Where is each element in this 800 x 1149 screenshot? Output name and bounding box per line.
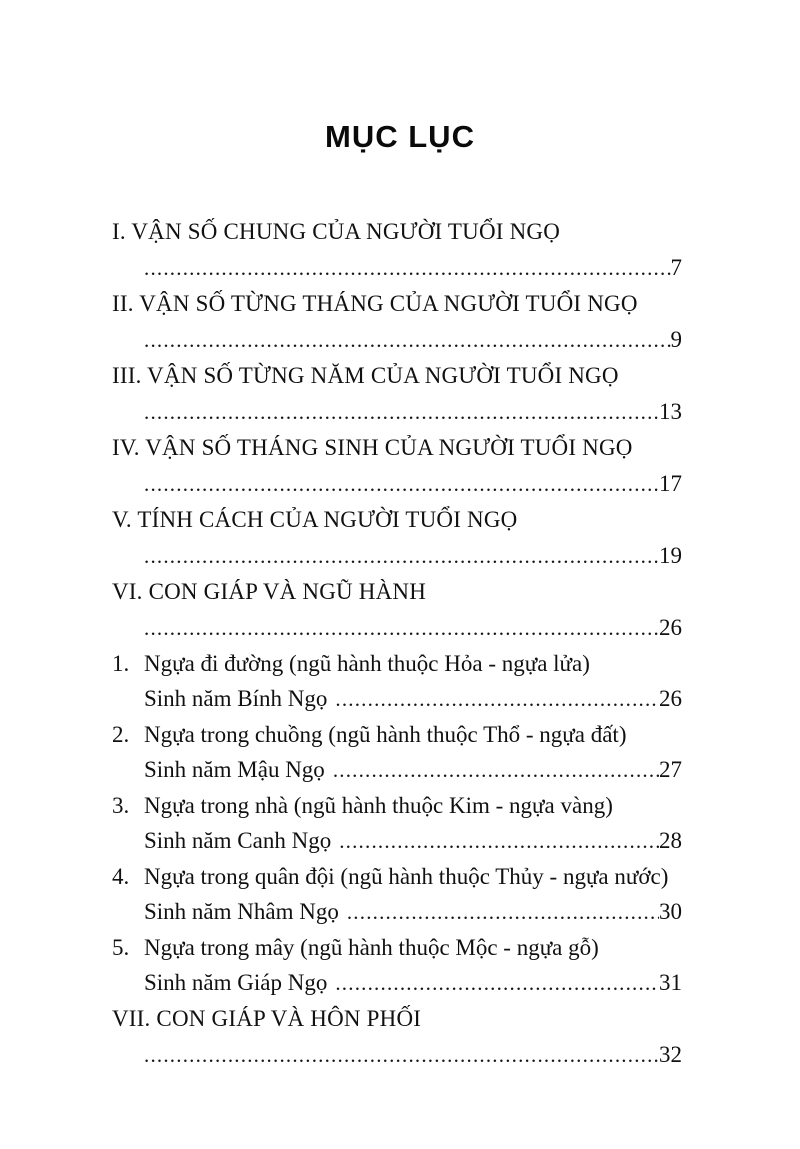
toc-list (0, 156, 800, 1073)
toc-section-title: I. VẬN SỐ CHUNG CỦA NGƯỜI TUỔI NGỌ (112, 219, 561, 244)
toc-subitem-label: Sinh năm Giáp Ngọ (144, 970, 328, 995)
toc-page-number: 26 (659, 615, 682, 640)
toc-page-number: 30 (659, 899, 682, 924)
toc-page-number: 13 (659, 399, 682, 424)
toc-subitem-title-row (112, 859, 682, 894)
toc-subitem-1 (112, 646, 682, 717)
toc-subitem-leader-row (112, 752, 682, 788)
toc-section-title: V. TÍNH CÁCH CỦA NGƯỜI TUỔI NGỌ (112, 507, 518, 532)
toc-section-title: IV. VẬN SỐ THÁNG SINH CỦA NGƯỜI TUỔI NGỌ (112, 435, 633, 460)
toc-subitem-text: Ngựa đi đường (ngũ hành thuộc Hỏa - ngựa lửa) (144, 651, 590, 676)
dot-leader (339, 824, 659, 859)
toc-leader-row (112, 1037, 682, 1073)
page-title: MỤC LỤC (325, 119, 475, 154)
toc-subitem-leader-row (112, 965, 682, 1001)
dot-leader (144, 250, 671, 286)
toc-leader-row (112, 538, 682, 574)
toc-section-title: VII. CON GIÁP VÀ HÔN PHỐI (112, 1006, 422, 1031)
toc-subitem-text: Ngựa trong quân đội (ngũ hành thuộc Thủy - ngựa nước) (144, 864, 669, 889)
toc-subitem-leader-row (112, 894, 682, 930)
toc-subitem-number: 5. (112, 935, 130, 960)
toc-section-4 (112, 430, 682, 502)
dot-leader (144, 394, 659, 430)
toc-subitem-2 (112, 717, 682, 788)
toc-page-number: 7 (670, 255, 682, 280)
dot-leader (144, 538, 659, 574)
dot-leader (144, 1037, 659, 1073)
toc-subitem-label: Sinh năm Nhâm Ngọ (144, 899, 339, 924)
toc-section-title: III. VẬN SỐ TỪNG NĂM CỦA NGƯỜI TUỔI NGỌ (112, 363, 619, 388)
dot-leader (144, 466, 659, 502)
toc-page-number: 26 (659, 686, 682, 711)
toc-subitem-number: 2. (112, 722, 130, 747)
toc-section-title: II. VẬN SỐ TỪNG THÁNG CỦA NGƯỜI TUỔI NGỌ (112, 291, 638, 316)
toc-page-number: 27 (659, 757, 682, 782)
toc-subitem-text: Ngựa trong mây (ngũ hành thuộc Mộc - ngựa gỗ) (144, 935, 599, 960)
toc-subitem-number: 1. (112, 651, 130, 676)
dot-leader (144, 610, 659, 646)
toc-leader-row (112, 466, 682, 502)
dot-leader (144, 322, 671, 358)
toc-page-number: 31 (659, 970, 682, 995)
toc-leader-row (112, 322, 682, 358)
toc-subitem-leader-row (112, 823, 682, 859)
toc-page-number: 9 (670, 327, 682, 352)
dot-leader (335, 966, 659, 1001)
toc-subitem-title-row (112, 717, 682, 752)
toc-subitem-label: Sinh năm Mậu Ngọ (144, 757, 325, 782)
toc-section-2 (112, 286, 682, 358)
toc-page-number: 32 (659, 1042, 682, 1067)
toc-subitem-text: Ngựa trong chuồng (ngũ hành thuộc Thổ - ngựa đất) (144, 722, 627, 747)
toc-page-number: 17 (659, 471, 682, 496)
toc-subitem-number: 3. (112, 793, 130, 818)
toc-section-title: VI. CON GIÁP VÀ NGŨ HÀNH (112, 579, 427, 604)
dot-leader (335, 682, 659, 717)
toc-subitem-text: Ngựa trong nhà (ngũ hành thuộc Kim - ngựa vàng) (144, 793, 613, 818)
toc-section-1 (112, 214, 682, 286)
toc-section-3 (112, 358, 682, 430)
toc-subitem-5 (112, 930, 682, 1001)
toc-subitem-title-row (112, 930, 682, 965)
toc-leader-row (112, 250, 682, 286)
toc-subitem-label: Sinh năm Bính Ngọ (144, 686, 328, 711)
toc-section-5 (112, 502, 682, 574)
dot-leader (347, 895, 659, 930)
toc-section-6 (112, 574, 682, 646)
toc-subitem-title-row (112, 788, 682, 823)
dot-leader (333, 753, 659, 788)
toc-page-number: 19 (659, 543, 682, 568)
toc-subitem-3 (112, 788, 682, 859)
toc-page-number: 28 (659, 828, 682, 853)
toc-section-7 (112, 1001, 682, 1073)
toc-subitem-label: Sinh năm Canh Ngọ (144, 828, 332, 853)
toc-leader-row (112, 394, 682, 430)
toc-subitem-title-row (112, 646, 682, 681)
toc-leader-row (112, 610, 682, 646)
toc-subitem-number: 4. (112, 864, 130, 889)
toc-subitem-leader-row (112, 681, 682, 717)
toc-subitem-4 (112, 859, 682, 930)
